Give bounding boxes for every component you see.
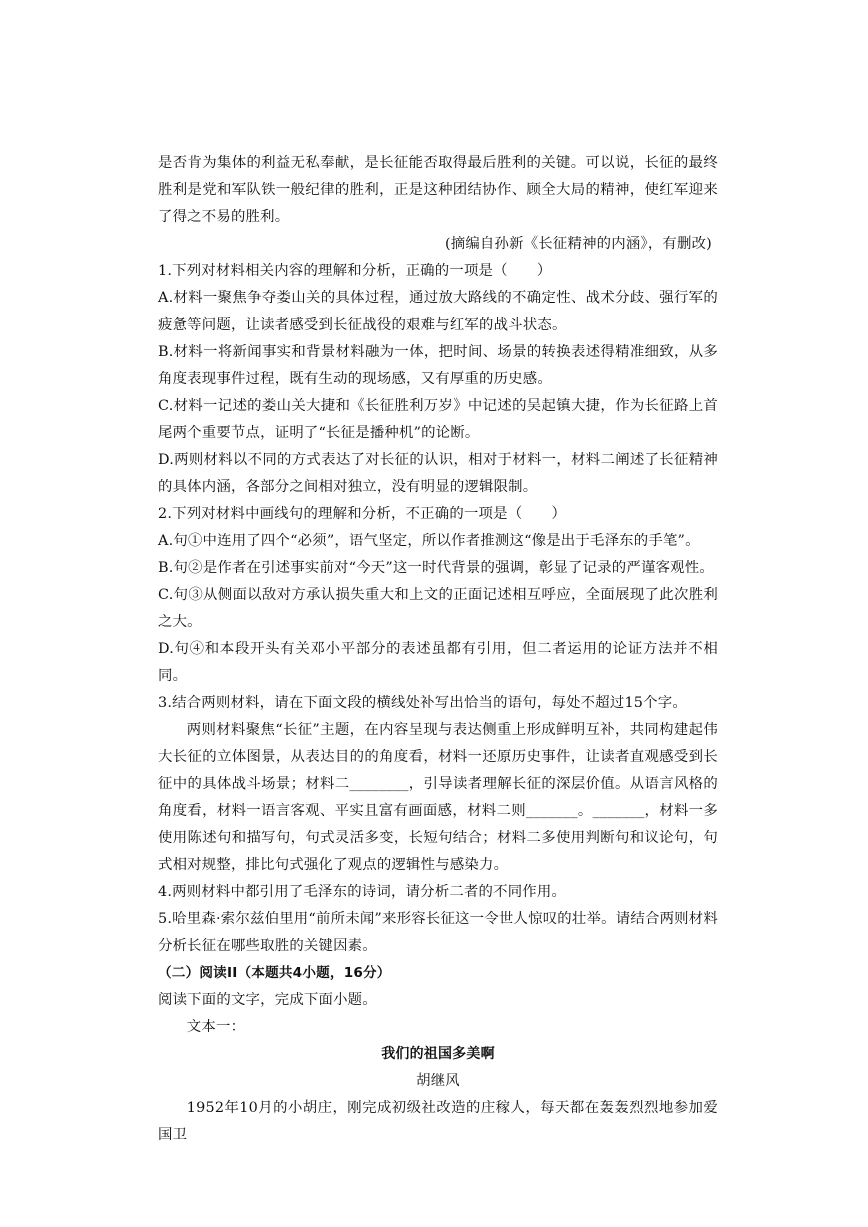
q3-blank-3: _______ [592, 803, 645, 819]
q3-blank-2: _______ [525, 803, 578, 819]
source-citation: (摘编自孙新《长征精神的内涵》，有删改) [444, 236, 712, 252]
question-2-option-c: C.句③从侧面以敌对方承认损失重大和上文的正面记述相互呼应，全面展现了此次胜利之大。 [158, 587, 718, 630]
question-1-option-b: B.材料一将新闻事实和背景材料融为一体，把时间、场景的转换表述得精准细致，从多角度表现事件过程，既有生动的现场感，又有厚重的历史感。 [158, 344, 718, 387]
question-5: 5.哈里森·索尔兹伯里用“前所未闻”来形容长征这一令世人惊叹的壮举。请结合两则材料分析长征在哪些取胜的关键因素。 [158, 911, 718, 954]
question-1-option-d: D.两则材料以不同的方式表达了对长征的认识，相对于材料一，材料二阐述了长征精神的具体内涵，各部分之间相对独立，没有明显的逻辑限制。 [158, 452, 718, 495]
passage-end: 是否肯为集体的利益无私奉献，是长征能否取得最后胜利的关键。可以说，长征的最终胜利是党和军队铁一般纪律的胜利，正是这种团结协作、顾全大局的精神，使红军迎来了得之不易的胜利。 [158, 155, 718, 225]
q3-blank-1: ________ [349, 776, 409, 792]
q3-text-1: 两则材料聚焦“长征”主题，在内容呈现与表达侧重上形成鲜明互补，共同构建起伟大长征的立体图景，从表达目的的角度看，材料一还原历史事件，让读者直观感受到长征中的具体战斗场景；材料二 [158, 722, 718, 792]
q3-text-3: ，材料一多使用陈述句和描写句，句式灵活多变，长短句结合；材料二多使用判断句和议论句，句式相对规整，排比句式强化了观点的逻辑性与感染力。 [158, 803, 718, 873]
text-one-label: 文本一： [186, 1019, 246, 1035]
question-2-stem: 2.下列对材料中画线句的理解和分析，不正确的一项是（ ） [158, 506, 567, 522]
question-2-option-d: D.句④和本段开头有关邓小平部分的表述虽都有引用，但二者运用的论证方法并不相同。 [158, 641, 718, 684]
q3-text-2: ，引导读者理解长征的深层价值。从语言风格的角度看，材料一语言客观、平实且富有画面感，材料二则 [158, 776, 719, 819]
question-1-option-a: A.材料一聚焦争夺娄山关的具体过程，通过放大路线的不确定性、战术分歧、强行军的疲惫等问题，让读者感受到长征战役的艰难与红军的战斗状态。 [158, 290, 718, 333]
question-1-stem: 1.下列对材料相关内容的理解和分析，正确的一项是（ ） [158, 263, 552, 279]
question-4: 4.两则材料中都引用了毛泽东的诗词，请分析二者的不同作用。 [158, 884, 567, 900]
question-3-paragraph [158, 717, 718, 879]
question-1-option-c: C.材料一记述的娄山关大捷和《长征胜利万岁》中记述的吴起镇大捷，作为长征路上首尾两个重要节点，证明了“长征是播种机”的论断。 [158, 398, 718, 441]
reading-instruction: 阅读下面的文字，完成下面小题。 [158, 992, 377, 1008]
article-title: 我们的祖国多美啊 [381, 1046, 495, 1062]
article-first-line: 1952年10月的小胡庄，刚完成初级社改造的庄稼人，每天都在轰轰烈烈地参加爱国卫 [158, 1100, 718, 1143]
q3-separator: 。 [577, 803, 593, 819]
section-heading: （二）阅读II（本题共4小题，16分） [158, 965, 391, 981]
question-3-stem: 3.结合两则材料，请在下面文段的横线处补写出恰当的语句，每处不超过15个字。 [158, 695, 687, 711]
question-2-option-b: B.句②是作者在引述事实前对“今天”这一时代背景的强调，彰显了记录的严谨客观性。 [158, 560, 714, 576]
question-2-option-a: A.句①中连用了四个“必须”，语气坚定，所以作者推测这“像是出于毛泽东的手笔”。 [158, 533, 700, 549]
exam-page [158, 150, 718, 1149]
article-author: 胡继风 [416, 1073, 460, 1089]
